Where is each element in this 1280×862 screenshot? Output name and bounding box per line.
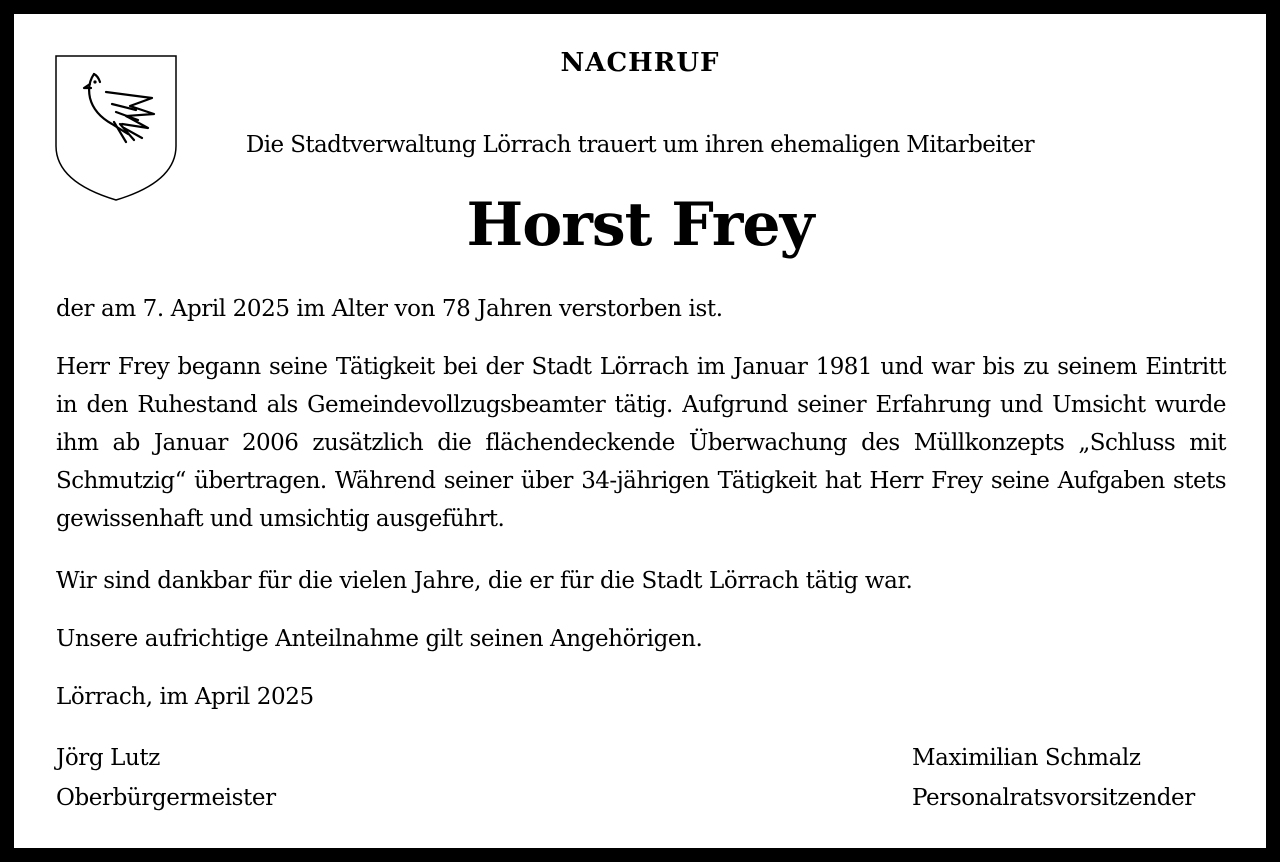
paragraph-career: Herr Frey begann seine Tätigkeit bei der Stadt Lörrach im Januar 1981 und war bis zu seinem Eintritt in den Ruhestand als Gemeindevollzugsbeamter tätig. Aufgrund seiner Erfahrung und Umsicht wurde ihm ab Januar 2006 zusätzlich die flächendeckende Überwachung des Müllkonzepts „Schluss mit Schmutzig“ übertragen. Während seiner über 34-jährigen Tätigkeit hat Herr Frey seine Aufgaben stets gewissenhaft und umsichtig ausgeführt. [56,354,1226,532]
signatory-role: Personalratsvorsitzender [912,785,1195,811]
paragraph-gratitude: Wir sind dankbar für die vielen Jahre, die er für die Stadt Lörrach tätig war. [56,568,913,594]
heading: NACHRUF [560,48,720,78]
signatory-role: Oberbürgermeister [56,785,276,811]
place-date: Lörrach, im April 2025 [56,684,314,710]
signatory-name: Maximilian Schmalz [912,745,1141,771]
signatory-right [912,738,1195,818]
signatory-name: Jörg Lutz [56,745,160,771]
paragraph-condolence: Unsere aufrichtige Anteilnahme gilt seinen Angehörigen. [56,626,703,652]
signatory-left [56,738,276,818]
intro-text: Die Stadtverwaltung Lörrach trauert um ihren ehemaligen Mitarbeiter [245,132,1035,158]
paragraph-death-date: der am 7. April 2025 im Alter von 78 Jahren verstorben ist. [56,296,723,322]
obituary-notice [14,14,1266,848]
deceased-name: Horst Frey [466,190,814,260]
